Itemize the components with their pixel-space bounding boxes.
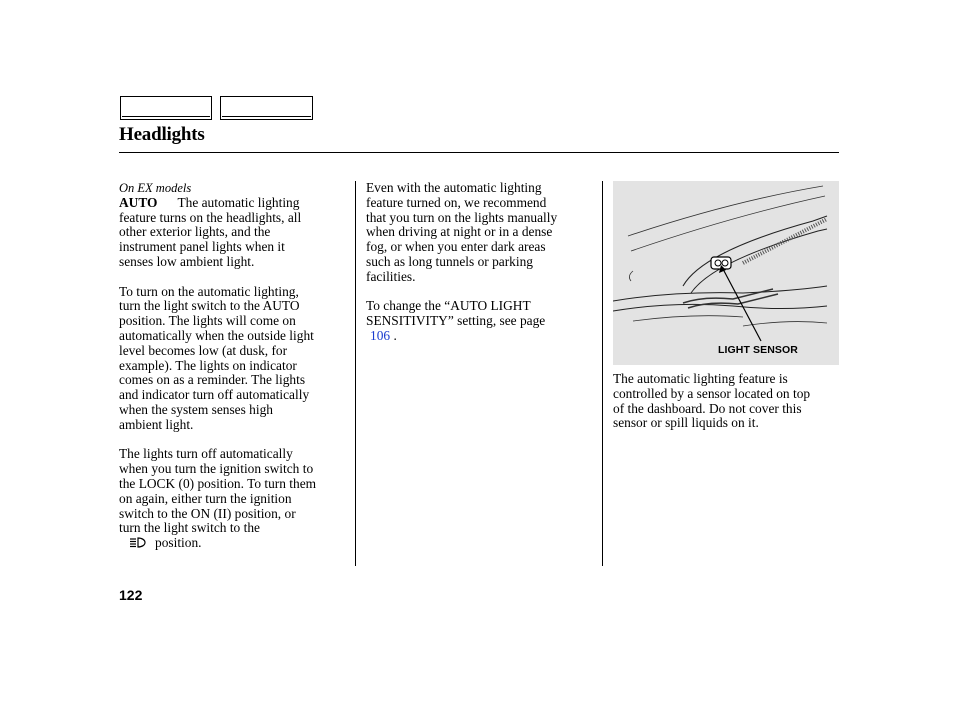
text-line: and indicator turn off automatically bbox=[119, 387, 310, 403]
text-line: on again, either turn the ignition bbox=[119, 490, 292, 506]
text-line: The lights turn off automatically bbox=[119, 446, 293, 462]
text-line: instrument panel lights when it bbox=[119, 239, 285, 255]
text-line: other exterior lights, and the bbox=[119, 224, 271, 240]
text-line: when you turn the ignition switch to bbox=[119, 461, 314, 477]
text-line: The automatic lighting bbox=[177, 194, 300, 210]
text-line: such as long tunnels or parking bbox=[366, 253, 533, 269]
text-line: when the system senses high bbox=[119, 401, 273, 417]
model-note: On EX models bbox=[119, 181, 192, 195]
text-line: level becomes low (at dusk, for bbox=[119, 342, 288, 358]
text-line: that you turn on the lights manually bbox=[366, 209, 558, 225]
manual-lights-paragraph bbox=[366, 181, 594, 285]
text-line: position. The lights will come on bbox=[119, 313, 296, 329]
text-line: sensor or spill liquids on it. bbox=[613, 415, 759, 431]
text-line: feature turned on, we recommend bbox=[366, 194, 547, 210]
middle-column bbox=[366, 181, 594, 344]
dashboard-illustration bbox=[613, 181, 839, 365]
text-line: fog, or when you enter dark areas bbox=[366, 239, 546, 255]
headlight-icon bbox=[129, 537, 147, 552]
text-line: feature turns on the headlights, all bbox=[119, 209, 302, 225]
column-divider bbox=[355, 181, 356, 566]
text-line: turn the light switch to the bbox=[119, 520, 260, 536]
text-line: SENSITIVITY” setting, see page bbox=[366, 313, 546, 329]
nav-button-previous[interactable] bbox=[120, 96, 212, 120]
sensor-paragraph bbox=[613, 372, 839, 431]
title-rule bbox=[119, 152, 839, 153]
text-line: automatically when the outside light bbox=[119, 327, 314, 343]
nav-button-next[interactable] bbox=[220, 96, 313, 120]
auto-heading: AUTO bbox=[119, 194, 158, 210]
page-title: Headlights bbox=[119, 124, 205, 145]
page-reference-link[interactable]: 106 bbox=[370, 327, 391, 343]
sensitivity-paragraph bbox=[366, 299, 594, 343]
text-line: the LOCK (0) position. To turn them bbox=[119, 475, 317, 491]
light-sensor-figure bbox=[613, 181, 839, 365]
text-line: Even with the automatic lighting bbox=[366, 180, 542, 195]
text-line: ambient light. bbox=[119, 416, 194, 432]
left-column bbox=[119, 181, 347, 552]
text-line: To change the “AUTO LIGHT bbox=[366, 298, 531, 314]
text-line: switch to the ON (II) position, or bbox=[119, 505, 296, 521]
right-column bbox=[613, 372, 839, 431]
text-line: of the dashboard. Do not cover this bbox=[613, 400, 802, 416]
text-line: turn the light switch to the AUTO bbox=[119, 298, 300, 314]
text-line: comes on as a reminder. The lights bbox=[119, 372, 306, 388]
figure-label: LIGHT SENSOR bbox=[718, 344, 798, 356]
text-line: controlled by a sensor located on top bbox=[613, 385, 811, 401]
lights-off-paragraph bbox=[119, 447, 347, 552]
text-line: facilities. bbox=[366, 268, 416, 284]
text-line: The automatic lighting feature is bbox=[613, 371, 788, 386]
text-line: senses low ambient light. bbox=[119, 253, 255, 269]
text-line: To turn on the automatic lighting, bbox=[119, 283, 299, 299]
page-number: 122 bbox=[119, 587, 143, 603]
text-line: example). The lights on indicator bbox=[119, 357, 297, 373]
auto-on-paragraph bbox=[119, 285, 347, 433]
column-divider bbox=[602, 181, 603, 566]
text-line: position. bbox=[155, 535, 202, 551]
text-line: when driving at night or in a dense bbox=[366, 224, 553, 240]
text-line: . bbox=[393, 327, 397, 343]
auto-paragraph bbox=[119, 196, 347, 270]
